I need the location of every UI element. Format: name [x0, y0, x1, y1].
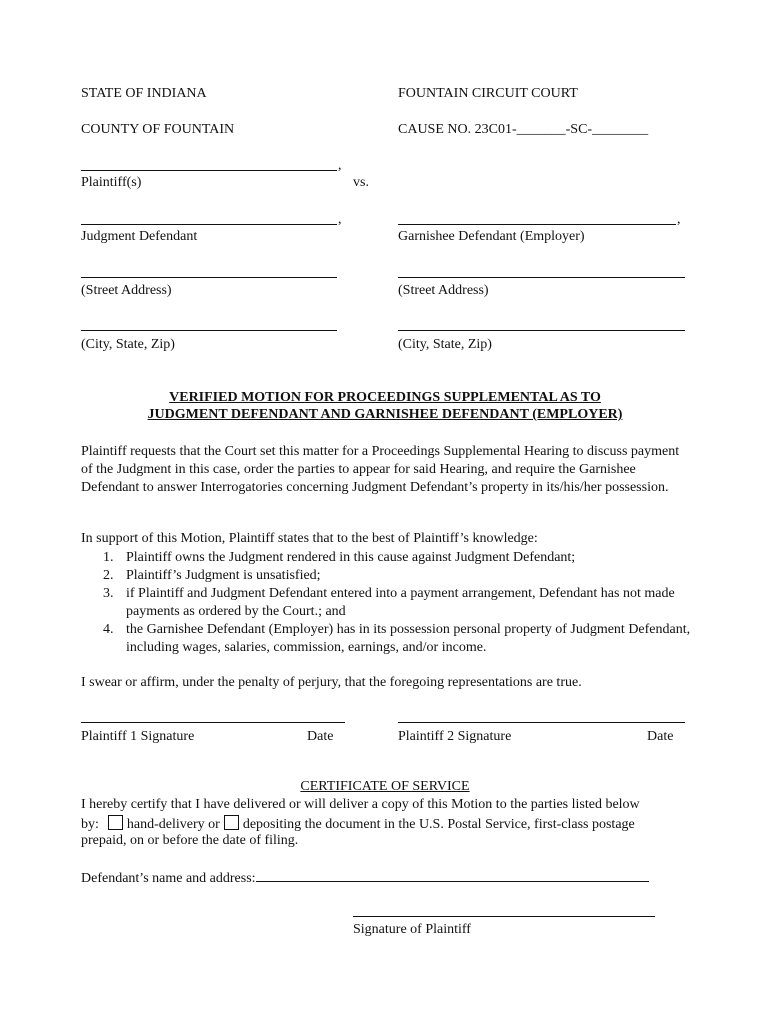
hand-delivery-label: hand-delivery or: [126, 817, 220, 832]
judgment-defendant-comma: ,: [338, 212, 342, 227]
request-paragraph: Plaintiff requests that the Court set this matter for a Proceedings Supplemental Hearing to discuss payment of the Judgment in this case, order the parties to appear for said Hearing, and require the Garnishee Defendant to answer Interrogatories concerning Judgment Defendant’s property in its/his/her possession.: [81, 444, 680, 495]
versus-label: vs.: [353, 175, 369, 190]
cause-number[interactable]: CAUSE NO. 23C01-_______-SC-________: [398, 122, 649, 137]
certificate-title: CERTIFICATE OF SERVICE: [300, 779, 470, 794]
list-item: 4. the Garnishee Defendant (Employer) has in its possession personal property of Judgment Defendant, including wages, salaries, commission, earnings, and/or income.: [103, 622, 691, 655]
list-item: 2. Plaintiff’s Judgment is unsatisfied;: [103, 568, 321, 583]
defendant-address-label: Defendant’s name and address:: [81, 871, 256, 886]
hand-delivery-checkbox[interactable]: [108, 815, 123, 830]
certificate-line1: I hereby certify that I have delivered or will deliver a copy of this Motion to the parties listed below: [81, 797, 640, 812]
support-list: [81, 549, 701, 657]
street-label-right: (Street Address): [398, 283, 489, 298]
judgment-defendant-line[interactable]: [81, 224, 337, 225]
street-line-right[interactable]: [398, 277, 685, 278]
plaintiff1-signature-line[interactable]: [81, 722, 345, 723]
city-label-right: (City, State, Zip): [398, 337, 492, 352]
list-item: 1. Plaintiff owns the Judgment rendered in this cause against Judgment Defendant;: [103, 550, 576, 565]
motion-title-line1: VERIFIED MOTION FOR PROCEEDINGS SUPPLEMENTAL AS TO: [169, 390, 601, 405]
court-name: FOUNTAIN CIRCUIT COURT: [398, 86, 578, 101]
date2-label: Date: [647, 729, 674, 744]
street-line-left[interactable]: [81, 277, 337, 278]
city-line-left[interactable]: [81, 330, 337, 331]
postal-service-label: depositing the document in the U.S. Postal Service, first-class postage: [242, 817, 635, 832]
list-item: 3. if Plaintiff and Judgment Defendant entered into a payment arrangement, Defendant has not made payments as ordered by the Court.; and: [103, 586, 675, 619]
plaintiff-name-line[interactable]: [81, 170, 337, 171]
date1-label: Date: [307, 729, 334, 744]
plaintiff-label: Plaintiff(s): [81, 175, 142, 190]
swear-statement: I swear or affirm, under the penalty of perjury, that the foregoing representations are true.: [81, 675, 582, 690]
defendant-address-line[interactable]: [256, 869, 649, 882]
support-intro: In support of this Motion, Plaintiff states that to the best of Plaintiff’s knowledge:: [81, 531, 538, 546]
certificate-line3: prepaid, on or before the date of filing.: [81, 833, 299, 848]
garnishee-name-line[interactable]: [398, 224, 676, 225]
signature-of-plaintiff-label: Signature of Plaintiff: [353, 922, 471, 937]
plaintiff2-signature-label: Plaintiff 2 Signature: [398, 729, 512, 744]
certificate-line2: [81, 815, 635, 833]
county-label: COUNTY OF FOUNTAIN: [81, 122, 235, 137]
plaintiff1-signature-label: Plaintiff 1 Signature: [81, 729, 195, 744]
postal-service-checkbox[interactable]: [224, 815, 239, 830]
street-label-left: (Street Address): [81, 283, 172, 298]
motion-title-line2: JUDGMENT DEFENDANT AND GARNISHEE DEFENDANT (EMPLOYER): [147, 407, 623, 422]
plaintiff-comma: ,: [338, 158, 342, 173]
state-label: STATE OF INDIANA: [81, 86, 207, 101]
plaintiff2-signature-line[interactable]: [398, 722, 685, 723]
city-label-left: (City, State, Zip): [81, 337, 175, 352]
city-line-right[interactable]: [398, 330, 685, 331]
judgment-defendant-label: Judgment Defendant: [81, 229, 198, 244]
plaintiff-signature-line[interactable]: [353, 916, 655, 917]
garnishee-label: Garnishee Defendant (Employer): [398, 229, 585, 244]
defendant-address-row: [81, 869, 649, 887]
garnishee-comma: ,: [677, 212, 681, 227]
by-label: by:: [81, 817, 99, 832]
